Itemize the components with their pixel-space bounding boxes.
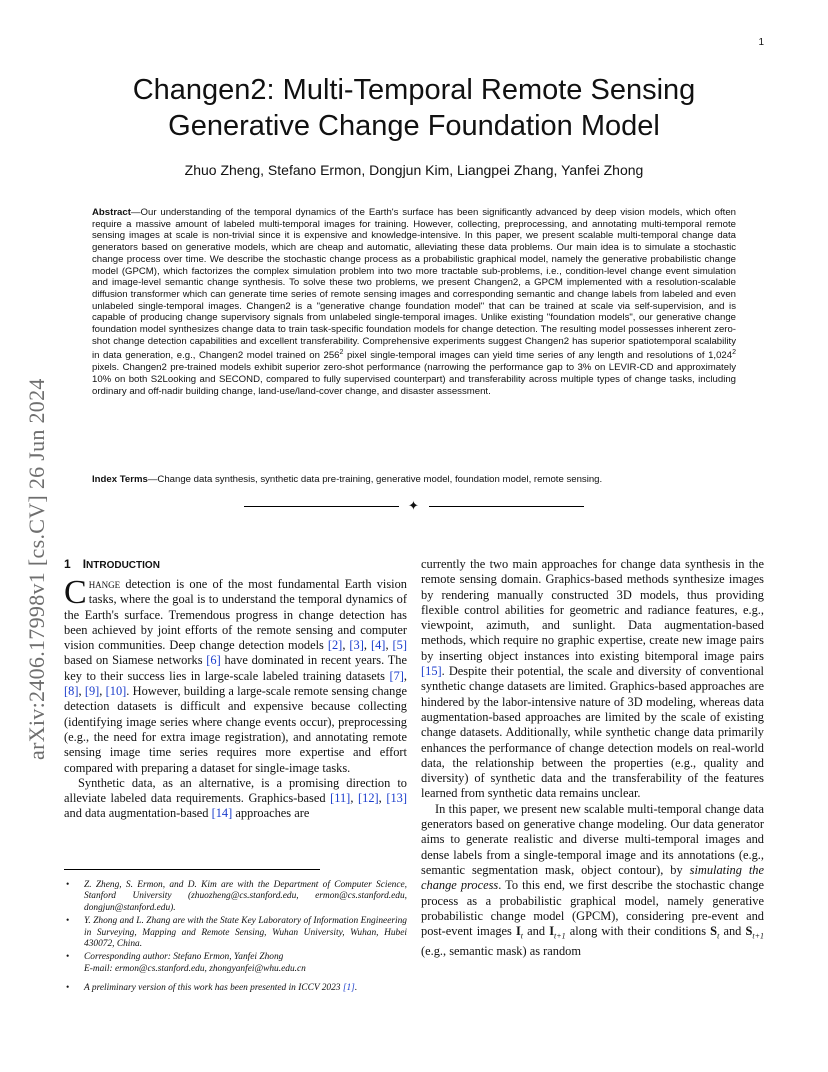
text-span: . <box>354 983 358 994</box>
section-divider <box>244 500 584 514</box>
text-span: . However, building a large-scale remote sensing change detection datasets is difficult and expensive because collecting (identifying image series where change events occur), preprocessing (e.g., the need for extra image registration), and annotating remote sensing image time series requires more expertise and effort compared with preparing a dataset for single-image tasks. <box>64 684 408 775</box>
text-span: . Despite their potential, the scale and diversity of conventional synthetic change datasets are limited. Graphics-based approaches are hindered by the labor-intensive nature of 3D modeling, whereas data augmentation-based approaches are limited by the scale of existing change datasets. Additionally, while synthetic change data primarily enhances the performance of change detection models on real-world data, the relationship between the properties (e.g., quality and diversity) of synthetic data and the transferability of the features learned from synthetic data remains unclear. <box>421 664 764 801</box>
citation-link[interactable]: [15] <box>421 664 442 679</box>
math-subscript: t <box>520 931 524 941</box>
citation-link[interactable]: [12] <box>358 791 379 806</box>
author-list: Zhuo Zheng, Stefano Ermon, Dongjun Kim, Liangpei Zhang, Yanfei Zhong <box>184 162 644 178</box>
citation-link[interactable]: [7] <box>389 668 404 683</box>
citation-link[interactable]: [5] <box>392 638 407 653</box>
smallcaps-word: hange <box>88 577 121 591</box>
abstract-sup-1: 2 <box>339 349 344 357</box>
text-span: and data augmentation-based <box>64 806 212 821</box>
abstract-text-2: pixel single-temporal images can yield time series of any length and resolutions of 1,024 <box>343 350 733 362</box>
corresponding-author-text: Corresponding author: Stefano Ermon, Yanfei Zhong <box>84 952 284 963</box>
intro-paragraph-2: Synthetic data, as an alternative, is a promising direction to alleviate labeled data requirements. Graphics-based [11], [12], [13] and data augmentation-based [14] approaches are <box>64 775 407 821</box>
citation-link[interactable]: [2] <box>327 638 343 653</box>
citation-link[interactable]: [8] <box>64 684 79 699</box>
math-symbol: I <box>549 924 555 939</box>
abstract-text-3: pixels. Changen2 pre-trained models exhibit superior zero-shot performance (narrowing the performance gap to 3% on LEVIR-CD and approximately 10% on both S2Looking and SECOND, compared to fully supervised counterpart) and transferability across multiple types of change tasks, including ordinary and off-nadir building change, land-use/land-cover change, and disaster assessment. <box>92 362 736 397</box>
math-symbol: S <box>710 924 718 939</box>
citation-link[interactable]: [11] <box>330 791 351 806</box>
text-span: detection is one of the most fundamental Earth vision tasks, where the goal is to understand the temporal dynamics of the Earth's surface. Tremendous progress in change detection has been achieved by joint efforts of the remote sensing and computer vision communities. Deep change detection models <box>64 577 407 653</box>
citation-link[interactable]: [3] <box>349 638 364 653</box>
abstract-label: Abstract <box>92 207 131 218</box>
math-subscript: t+1 <box>554 931 566 941</box>
math-subscript: t <box>717 931 720 941</box>
page-number: 1 <box>758 37 764 48</box>
index-terms-label: Index Terms <box>92 474 148 485</box>
section-title-initial: I <box>82 557 87 571</box>
abstract-sup-2: 2 <box>732 349 736 357</box>
divider-line-right <box>429 506 584 507</box>
citation-link[interactable]: [13] <box>386 791 407 806</box>
index-terms <box>92 474 736 486</box>
section-title-rest: NTRODUCTION <box>86 560 160 571</box>
drop-cap: C <box>64 574 87 611</box>
citation-link[interactable]: [6] <box>206 653 221 668</box>
emphasis-text: simulating the change process <box>421 862 765 893</box>
footnote-corresponding-author <box>64 952 407 975</box>
intro-paragraph-4 <box>421 802 764 959</box>
footnote-affiliation-stanford: • Z. Zheng, S. Ermon, and D. Kim are with the Department of Computer Science, Stanford University (zhuozheng@cs.stanford.edu, ermon@cs.stanford.edu, dongjun@stanford.edu). <box>64 880 407 914</box>
divider-line-left <box>244 506 399 507</box>
text-span: . To this end, we first describe the stochastic change process as a probabilistic graphical model, namely generative probabilistic change model (GPCM), considering pre-event and post-event images <box>421 878 764 939</box>
text-span: and <box>719 924 746 939</box>
text-span: along with their conditions <box>565 924 711 939</box>
corresponding-email-text: E-mail: ermon@cs.stanford.edu, zhongyanfei@whu.edu.cn <box>84 963 306 974</box>
title-line-1: Changen2: Multi-Temporal Remote Sensing <box>132 74 696 106</box>
text-span: have dominated in recent years. The key to their success lies in large-scale labeled training datasets <box>64 653 407 683</box>
text-span: approaches are <box>232 806 310 821</box>
divider-diamond-icon: ✦ <box>408 499 419 514</box>
intro-paragraph-3 <box>421 557 764 802</box>
left-column <box>64 557 407 822</box>
math-symbol: S <box>745 924 753 939</box>
footnotes <box>64 880 407 997</box>
text-span: A preliminary version of this work has been presented in ICCV 2023 <box>84 983 343 994</box>
text-span: Synthetic data, as an alternative, is a promising direction to alleviate labeled data requirements. Graphics-based <box>64 775 407 806</box>
citation-link[interactable]: [10] <box>105 684 127 699</box>
section-number: 1 <box>64 557 71 571</box>
abstract-text: —Our understanding of the temporal dynamics of the Earth's surface has been significantly advanced by deep vision models, which often require a massive amount of labeled multi-temporal images for training. However, collecting, preprocessing, and annotating multi-temporal remote sensing images at scale is non-trivial since it is expensive and knowledge-intensive. In this paper, we present scalable multi-temporal change data generators based on generative models, which are cheap and automatic, alleviating these data problems. Our main idea is to simulate a stochastic change process over time. We describe the stochastic change process as a probabilistic graphical model, namely the generative probabilistic change model (GPCM), which factorizes the complex simulation problem into two more tractable sub-problems, i.e., condition-level change event simulation and image-level semantic change synthesis. To solve these two problems, we present Changen2, a GPCM implemented with a resolution-scalable diffusion transformer which can generate time series of remote sensing images and corresponding semantic and change labels from labeled and even unlabeled single-temporal images. Changen2 is a "generative change foundation model" that can be trained at scale via self-supervision, and is capable of producing change supervisory signals from unlabeled single-temporal images. Unlike existing "foundation models", our generative change foundation model synthesizes change data to train task-specific foundation models for change detection. The resulting model possesses inherent zero-shot change detection capabilities and excellent transferability. Comprehensive experiments suggest Changen2 has superior spatiotemporal scalability in data generation, e.g., Changen2 model trained on 256 <box>92 207 736 362</box>
math-symbol: I <box>515 924 521 939</box>
citation-link[interactable]: [4] <box>370 638 386 653</box>
arxiv-stamp-text: arXiv:2406.17998v1 [cs.CV] 26 Jun 2024 <box>24 378 49 760</box>
footnote-affiliation-wuhan: • Y. Zhong and L. Zhang are with the State Key Laboratory of Information Engineering in Surveying, Mapping and Remote Sensing, Wuhan University, Wuhan, Hubei 430072, China. <box>64 916 407 950</box>
math-subscript: t+1 <box>752 931 764 941</box>
arxiv-stamp <box>22 290 52 760</box>
section-heading-introduction <box>64 557 407 573</box>
intro-paragraph-1: Change detection is one of the most fundamental Earth vision tasks, where the goal is to understand the temporal dynamics of the Earth's surface. Tremendous progress in change detection has been achieved by joint efforts of the remote sensing and computer vision communities. Deep change detection models [2], [3], [4], [5] based on Siamese networks [6] have dominated in recent years. The key to their success lies in large-scale labeled training datasets [7], [8], [9], [10]. However, building a large-scale remote sensing change detection datasets is difficult and expensive because collecting (identifying image series where change events occur), preprocessing (e.g., the need for extra image registration), and annotating remote sensing image time series requires more expertise and effort compared with preparing a dataset for single-image tasks. <box>64 574 408 775</box>
footnote-rule <box>64 869 320 870</box>
citation-link[interactable]: [1] <box>342 983 355 994</box>
index-terms-text: —Change data synthesis, synthetic data pre-training, generative model, foundation model, remote sensing. <box>147 474 603 485</box>
footnote-preliminary-version <box>64 983 407 994</box>
text-span: based on Siamese networks <box>64 653 207 668</box>
text-span: and <box>523 924 550 939</box>
text-span: currently the two main approaches for change data synthesis in the remote sensing domain. Graphics-based methods synthesize images by rendering manually constructed 3D models, thus providing flexible control abilities for geometric and radiance features, e.g., viewpoint, azimuth, and sunlight. Data augmentation-based methods, which require no graphic expertise, create new image pairs by inserting object instances into existing bitemporal image pairs <box>421 557 764 663</box>
paper-title <box>64 72 764 144</box>
text-span: (e.g., semantic mask) as random <box>421 943 581 958</box>
citation-link[interactable]: [14] <box>211 806 233 821</box>
right-column <box>421 557 764 959</box>
citation-link[interactable]: [9] <box>84 684 100 699</box>
abstract <box>92 207 736 397</box>
text-span: In this paper, we present new scalable multi-temporal change data generators based on generative change modeling. Our data generator aims to generate realistic and diverse multi-temporal images and dense labels from a single-temporal image and its annotations (e.g., semantic segmentation mask, object contour), by <box>421 801 764 877</box>
title-line-2: Generative Change Foundation Model <box>168 110 660 142</box>
